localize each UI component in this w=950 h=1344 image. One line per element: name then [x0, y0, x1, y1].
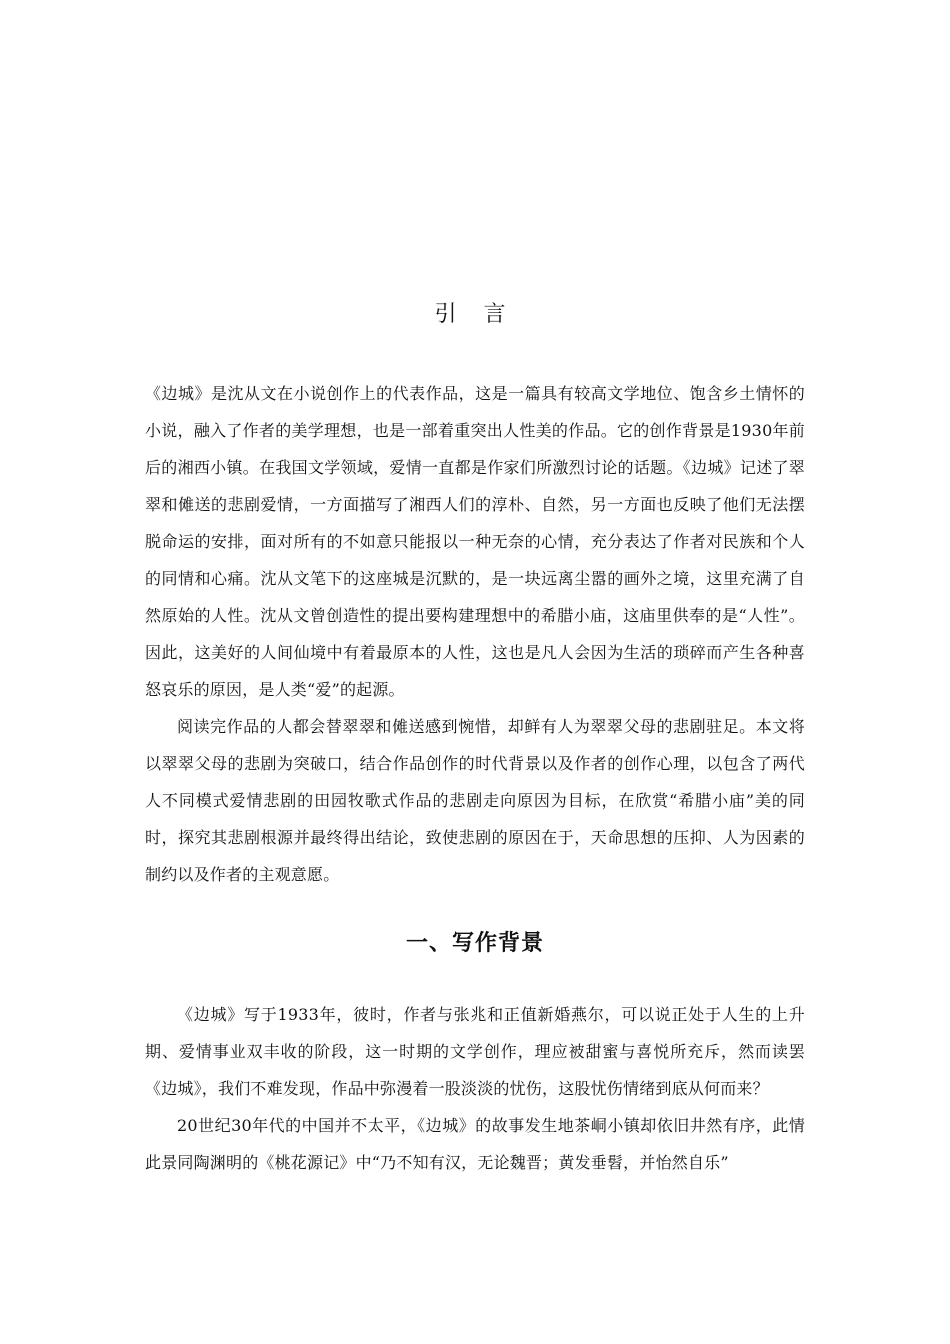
background-paragraph-2: 20世纪30年代的中国并不太平，《边城》的故事发生地茶峒小镇却依旧井然有序，此情此景同陶渊明的《桃花源记》中“乃不知有汉，无论魏晋；黄发垂髫，并怡然自乐” [145, 1116, 805, 1172]
intro-paragraph-1: 《边城》是沈从文在小说创作上的代表作品，这是一篇具有较高文学地位、饱含乡土情怀的小说，融入了作者的美学理想，也是一部着重突出人性美的作品。它的创作背景是1930年前后的湘西小镇。在我国文学领域，爱情一直都是作家们所激烈讨论的话题。《边城》记述了翠翠和傩送的悲剧爱情，一方面描写了湘西人们的淳朴、自然，另一方面也反映了他们无法摆脱命运的安排，面对所有的不如意只能报以一种无奈的心情，充分表达了作者对民族和个人的同情和心痛。沈从文笔下的这座城是沉默的，是一块远离尘嚣的画外之境，这里充满了自然原始的人性。沈从文曾创造性的提出要构建理想中的希腊小庙，这庙里供奉的是“人性”。因此，这美好的人间仙境中有着最原本的人性，这也是凡人会因为生活的琐碎而产生各种喜怒哀乐的原因，是人类“爱”的起源。 [145, 384, 805, 699]
intro-heading: 引 言 [434, 302, 516, 327]
background-paragraph-1: 《边城》写于1933年，彼时，作者与张兆和正值新婚燕尔，可以说正处于人生的上升期、爱情事业双丰收的阶段，这一时期的文学创作，理应被甜蜜与喜悦所充斥，然而读罢《边城》，我们不难发现，作品中弥漫着一股淡淡的忧伤，这股忧伤情绪到底从何而来？ [145, 1005, 805, 1098]
intro-body [145, 375, 805, 893]
intro-paragraph-2: 阅读完作品的人都会替翠翠和傩送感到惋惜，却鲜有人为翠翠父母的悲剧驻足。本文将以翠翠父母的悲剧为突破口，结合作品创作的时代背景以及作者的创作心理，以包含了两代人不同模式爱情悲剧的田园牧歌式作品的悲剧走向原因为目标，在欣赏“希腊小庙”美的同时，探究其悲剧根源并最终得出结论，致使悲剧的原因在于，天命思想的压抑、人为因素的制约以及作者的主观意愿。 [145, 717, 805, 884]
background-heading: 一、写作背景 [405, 930, 544, 956]
background-body [145, 996, 805, 1181]
